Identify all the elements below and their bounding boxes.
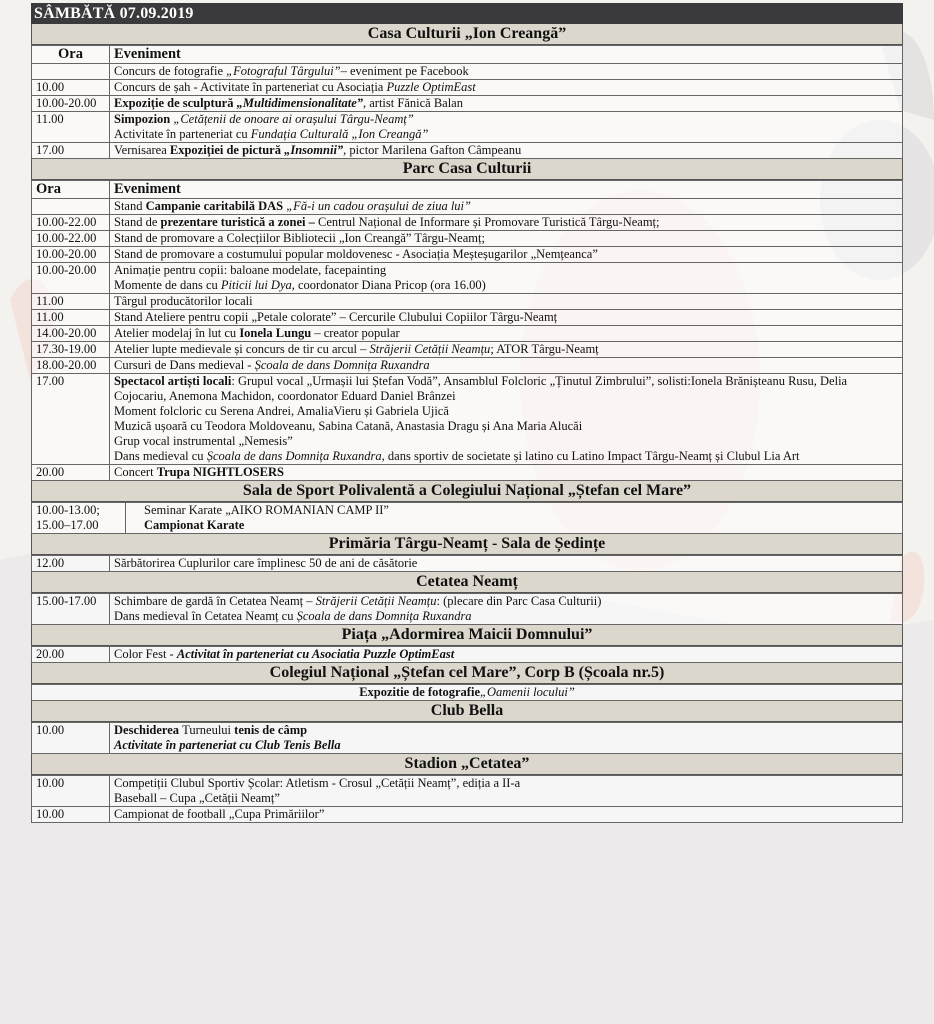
table-row xyxy=(32,503,903,534)
venue-title-stadion: Stadion „Cetatea” xyxy=(31,754,903,775)
text-run: „Multidimensionalitate” xyxy=(236,96,363,110)
table-row xyxy=(32,64,903,80)
text-run: „Cetățenii de onoare ai orașului Târgu-Neamț” xyxy=(173,112,414,126)
text-run: : Grupul vocal „Urmașii lui Ștefan Vodă”, Ansamblul Folcloric „Ținutul Zimbrului”, solisti:Ionela Brănișteanu Rusu, Delia Cojocariu, Anemona Machidon, coordonator Eduard Daniel Brânzei xyxy=(114,374,848,403)
event-description xyxy=(32,685,903,701)
text-run: Campanie caritabilă DAS xyxy=(145,199,287,213)
table-row xyxy=(32,807,903,823)
table-row xyxy=(32,263,903,294)
text-run: , artist Fănică Balan xyxy=(363,96,463,110)
event-description xyxy=(110,231,903,247)
text-run: tenis de câmp xyxy=(234,723,308,737)
event-description xyxy=(110,64,903,80)
text-run: Momente de dans cu xyxy=(114,278,221,292)
text-run: prezentare turistică a zonei – xyxy=(160,215,315,229)
event-time: 10.00-22.00 xyxy=(32,231,110,247)
club-bella-table xyxy=(31,722,903,754)
text-run: Cursuri de Dans medieval - xyxy=(114,358,255,372)
venue-title-cetatea: Cetatea Neamț xyxy=(31,572,903,593)
text-run: , dans sportiv de societate și latino cu Latino Impact Târgu-Neamț și Clubul Lia Art xyxy=(381,449,800,463)
text-run: : (plecare din Parc Casa Culturii) xyxy=(436,594,602,608)
table-row xyxy=(32,556,903,572)
event-time: 11.00 xyxy=(32,294,110,310)
table-row xyxy=(32,112,903,143)
table-row xyxy=(32,776,903,807)
table-row xyxy=(32,685,903,701)
text-run: Spectacol artiști locali xyxy=(114,374,232,388)
event-description xyxy=(110,647,903,663)
event-time xyxy=(32,64,110,80)
text-run: Animație pentru copii: baloane modelate, facepainting xyxy=(114,263,387,277)
table-row xyxy=(32,358,903,374)
table-row xyxy=(32,342,903,358)
primaria-table xyxy=(31,555,903,572)
event-time: 15.00-17.00 xyxy=(32,594,110,625)
text-run: Străjerii Cetății Neamțu xyxy=(315,594,437,608)
text-run: Stand de promovare a Colecțiilor Bibliotecii „Ion Creangă” Târgu-Neamț; xyxy=(114,231,485,245)
event-description xyxy=(110,556,903,572)
event-time: 17.00 xyxy=(32,374,110,465)
text-run: Străjerii Cetății Neamțu xyxy=(369,342,491,356)
time-line: 10.00-13.00; xyxy=(36,503,100,517)
event-time xyxy=(32,503,126,534)
event-description xyxy=(110,143,903,159)
event-description xyxy=(110,723,903,754)
text-run: Puzzle OptimEast xyxy=(386,80,476,94)
text-run: Târgul producătorilor locali xyxy=(114,294,253,308)
event-time: 10.00-20.00 xyxy=(32,247,110,263)
text-run: Expoziției de pictură xyxy=(169,143,285,157)
text-run: Color Fest - xyxy=(114,647,177,661)
event-time: 11.00 xyxy=(32,112,110,143)
text-line xyxy=(114,434,898,449)
event-description xyxy=(110,465,903,481)
event-time: 10.00 xyxy=(32,776,110,807)
text-run: Expozitie de fotografie xyxy=(359,685,480,699)
text-run: Stand de promovare a costumului popular moldovenesc - Asociația Meșteșugarilor „Nemțeanca” xyxy=(114,247,598,261)
text-line xyxy=(114,374,898,404)
event-time: 17.30-19.00 xyxy=(32,342,110,358)
text-line xyxy=(114,449,898,464)
text-line xyxy=(114,263,898,278)
piata-table xyxy=(31,646,903,663)
event-description xyxy=(110,199,903,215)
venue-title-casa-culturii: Casa Culturii „Ion Creangă” xyxy=(31,24,903,45)
event-time: 10.00 xyxy=(32,807,110,823)
event-description xyxy=(110,807,903,823)
table-row xyxy=(32,326,903,342)
text-run: Concurs de fotografie xyxy=(114,64,227,78)
text-line xyxy=(114,791,898,806)
venue-title-club-bella: Club Bella xyxy=(31,701,903,722)
sala-sport-table xyxy=(31,502,903,534)
text-run: Activitate în parteneriat cu xyxy=(114,127,251,141)
event-description xyxy=(110,80,903,96)
event-description xyxy=(110,342,903,358)
event-time: 14.00-20.00 xyxy=(32,326,110,342)
text-run: „Insomnii” xyxy=(284,143,344,157)
venue-title-piata: Piața „Adormirea Maicii Domnului” xyxy=(31,625,903,646)
text-run: Vernisarea xyxy=(114,143,170,157)
text-run: Școala de dans Domnița Ruxandra xyxy=(254,358,430,372)
venue-title-colegiul: Colegiul Național „Ștefan cel Mare”, Corp B (Școala nr.5) xyxy=(31,663,903,684)
text-run: Competiții Clubul Sportiv Școlar: Atletism - Crosul „Cetății Neamț”, ediția a II-a xyxy=(114,776,521,790)
text-run: Simpozion xyxy=(114,112,174,126)
stadion-table xyxy=(31,775,903,823)
event-description xyxy=(110,96,903,112)
event-description xyxy=(110,215,903,231)
event-time: 20.00 xyxy=(32,647,110,663)
column-header-event: Eveniment xyxy=(110,46,903,64)
text-run: Piticii lui Dya xyxy=(220,278,292,292)
text-run: Atelier lupte medievale și concurs de tir cu arcul – xyxy=(114,342,370,356)
text-run: Baseball – Cupa „Cetății Neamț” xyxy=(114,791,280,805)
event-description xyxy=(110,594,903,625)
text-run: Activitat în parteneriat cu Asociatia Puzzle OptimEast xyxy=(176,647,455,661)
colegiul-table xyxy=(31,684,903,701)
event-description xyxy=(110,112,903,143)
text-line xyxy=(114,738,898,753)
text-run: Moment folcloric cu Serena Andrei, AmaliaVieru și Gabriela Ujică xyxy=(114,404,449,418)
text-run: Ionela Lungu xyxy=(239,326,312,340)
text-run: Atelier modelaj în lut cu xyxy=(114,326,240,340)
venue-title-primaria: Primăria Târgu-Neamț - Sala de Ședințe xyxy=(31,534,903,555)
table-row xyxy=(32,723,903,754)
text-run: Trupa NIGHTLOSERS xyxy=(156,465,284,479)
table-row xyxy=(32,594,903,625)
venue-title-sala-sport: Sala de Sport Polivalentă a Colegiului Național „Ștefan cel Mare” xyxy=(31,481,903,502)
text-line xyxy=(144,518,898,533)
table-row xyxy=(32,215,903,231)
text-run: Centrul Național de Informare și Promovare Turistică Târgu-Neamț; xyxy=(314,215,660,229)
text-run: Sărbătorirea Cuplurilor care împlinesc 50 de ani de căsătorie xyxy=(114,556,418,570)
text-run: Școala de dans Domnița Ruxandra xyxy=(296,609,472,623)
event-description xyxy=(126,503,903,534)
time-line: 15.00–17.00 xyxy=(36,518,99,532)
text-run: ; ATOR Târgu-Neamț xyxy=(490,342,599,356)
text-run: Activitate în parteneriat cu Club Tenis Bella xyxy=(114,738,341,752)
table-row xyxy=(32,96,903,112)
cetatea-table xyxy=(31,593,903,625)
venue-title-parc-casa-culturii: Parc Casa Culturii xyxy=(31,159,903,180)
event-time: 17.00 xyxy=(32,143,110,159)
table-row xyxy=(32,80,903,96)
text-run: Dans medieval în Cetatea Neamț cu xyxy=(114,609,297,623)
text-line xyxy=(114,419,898,434)
event-description xyxy=(110,326,903,342)
event-time: 10.00 xyxy=(32,723,110,754)
text-line xyxy=(114,404,898,419)
casa-culturii-table xyxy=(31,45,903,159)
text-run: Stand xyxy=(114,199,146,213)
event-time xyxy=(32,199,110,215)
column-header-time: Ora xyxy=(32,181,110,199)
event-description xyxy=(110,374,903,465)
text-run: Expoziție de sculptură xyxy=(114,96,237,110)
text-run: Școala de dans Domnița Ruxandra xyxy=(206,449,382,463)
text-run: Stand Ateliere pentru copii „Petale colorate” – Cercurile Clubului Copiilor Târgu-Neamț xyxy=(114,310,558,324)
text-run: Fundația Culturală „Ion Creangă” xyxy=(250,127,429,141)
event-time: 18.00-20.00 xyxy=(32,358,110,374)
text-run: – eveniment pe Facebook xyxy=(340,64,469,78)
text-line xyxy=(114,278,898,293)
table-row xyxy=(32,647,903,663)
event-time: 12.00 xyxy=(32,556,110,572)
text-run: Dans medieval cu xyxy=(114,449,207,463)
text-run: Stand de xyxy=(114,215,161,229)
text-run: „Fă-i un cadou orașului de ziua lui” xyxy=(286,199,471,213)
table-row xyxy=(32,143,903,159)
text-run: „Fotograful Târgului” xyxy=(226,64,341,78)
text-run: Campionat Karate xyxy=(144,518,245,532)
event-time: 10.00-20.00 xyxy=(32,263,110,294)
event-description xyxy=(110,294,903,310)
day-header: SÂMBĂTĂ 07.09.2019 xyxy=(31,3,903,24)
event-time: 20.00 xyxy=(32,465,110,481)
event-time: 10.00-20.00 xyxy=(32,96,110,112)
text-run: Concurs de șah - Activitate în parteneriat cu Asociația xyxy=(114,80,387,94)
text-run: Seminar Karate „AIKO ROMANIAN CAMP II” xyxy=(144,503,389,517)
text-line xyxy=(114,723,898,738)
text-run: Turneului xyxy=(182,723,235,737)
parc-casa-culturii-table xyxy=(31,180,903,481)
program-document xyxy=(31,3,903,823)
text-run: Concert xyxy=(114,465,157,479)
text-run: Grup vocal instrumental „Nemesis” xyxy=(114,434,293,448)
text-run: – creator popular xyxy=(311,326,400,340)
text-run: , coordonator Diana Pricop (ora 16.00) xyxy=(291,278,486,292)
table-row xyxy=(32,294,903,310)
table-row xyxy=(32,247,903,263)
table-row xyxy=(32,465,903,481)
text-line xyxy=(114,776,898,791)
text-run: Schimbare de gardă în Cetatea Neamț – xyxy=(114,594,316,608)
column-header-time: Ora xyxy=(32,46,110,64)
text-line xyxy=(114,594,898,609)
text-line xyxy=(114,127,898,142)
text-line xyxy=(114,609,898,624)
event-time: 10.00 xyxy=(32,80,110,96)
table-row xyxy=(32,374,903,465)
text-line xyxy=(144,503,898,518)
table-row xyxy=(32,310,903,326)
text-run: , pictor Marilena Gafton Câmpeanu xyxy=(343,143,522,157)
text-run: „Oamenii locului” xyxy=(480,685,575,699)
event-description xyxy=(110,358,903,374)
event-description xyxy=(110,776,903,807)
table-row xyxy=(32,199,903,215)
text-run: Deschiderea xyxy=(114,723,183,737)
event-description xyxy=(110,310,903,326)
column-header-event: Eveniment xyxy=(110,181,903,199)
text-line xyxy=(114,112,898,127)
event-time: 10.00-22.00 xyxy=(32,215,110,231)
table-row xyxy=(32,231,903,247)
event-description xyxy=(110,263,903,294)
text-run: Campionat de football „Cupa Primăriilor” xyxy=(114,807,325,821)
event-time: 11.00 xyxy=(32,310,110,326)
text-run: Muzică ușoară cu Teodora Moldoveanu, Sabina Catană, Anastasia Dragu și Ana Maria Alucăi xyxy=(114,419,583,433)
event-description xyxy=(110,247,903,263)
